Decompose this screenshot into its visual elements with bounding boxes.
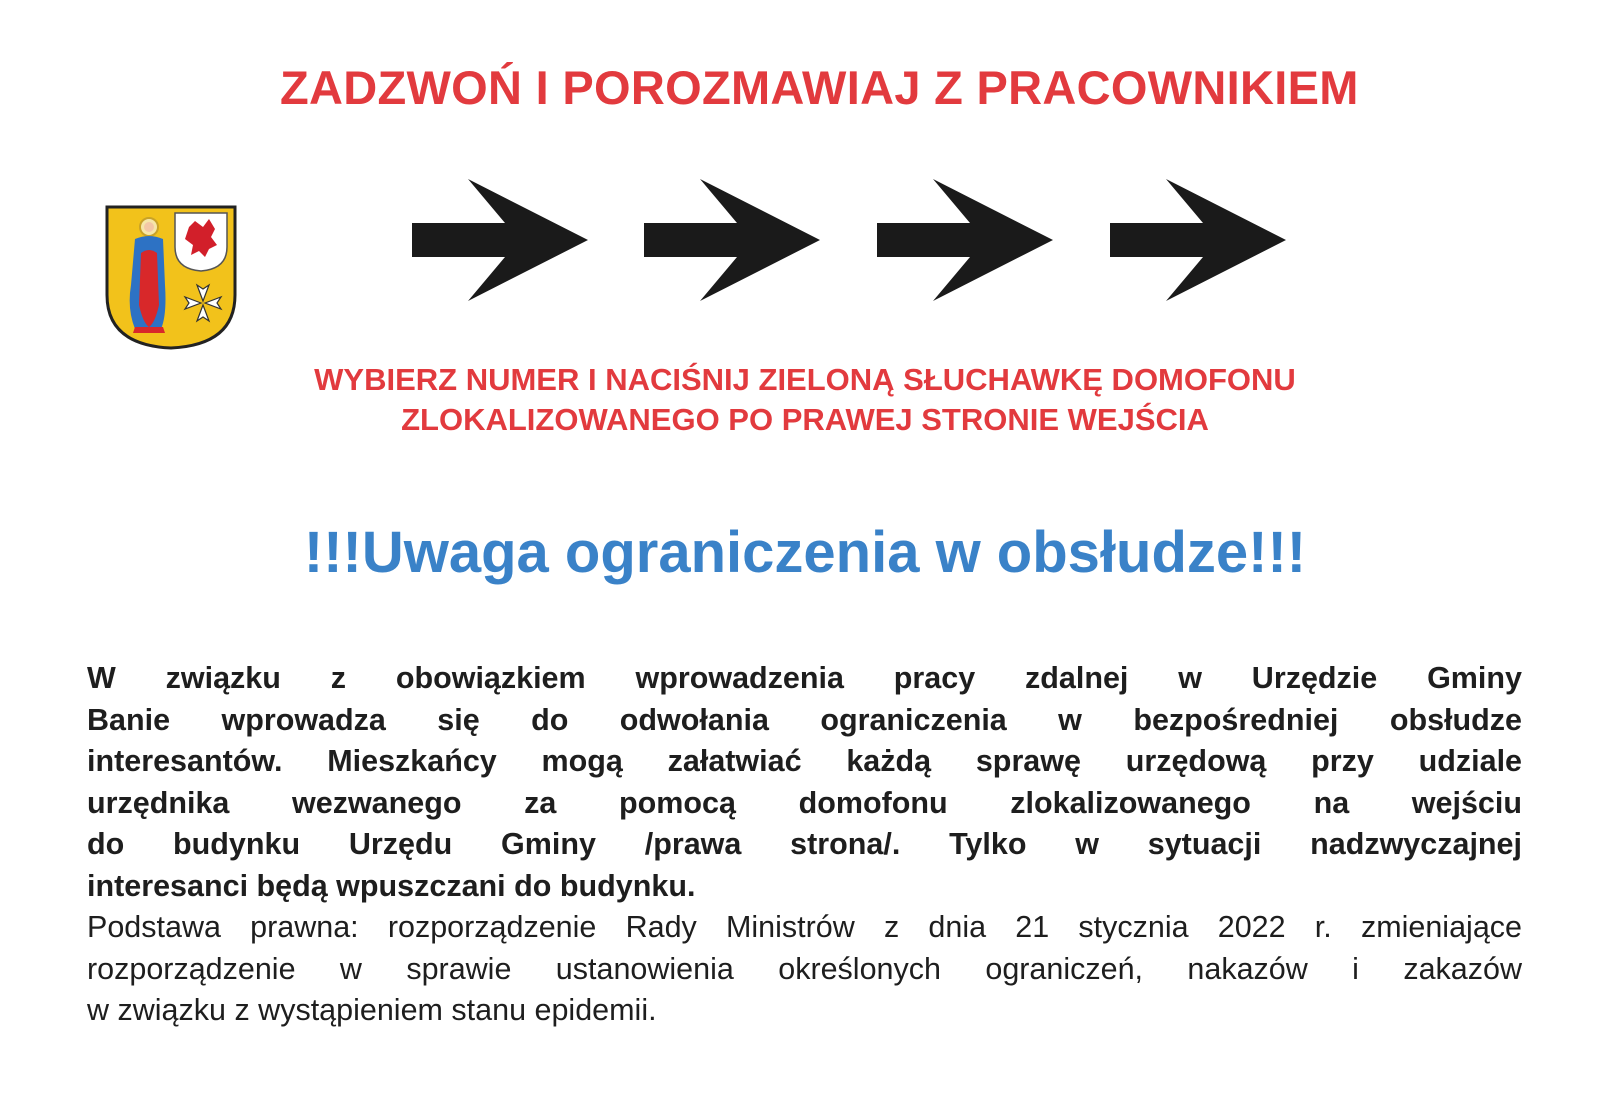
notice-title: ZADZWOŃ I POROZMAWIAJ Z PRACOWNIKIEM <box>280 61 1359 114</box>
body-line: Banie wprowadza się do odwołania ograniczenia w bezpośredniej obsłudze <box>87 702 1522 737</box>
notice-body <box>87 658 1522 1032</box>
arrow-right-icon <box>875 175 1055 305</box>
legal-basis-line: rozporządzenie w sprawie ustanowienia określonych ograniczeń, nakazów i zakazów <box>87 951 1522 986</box>
coat-of-arms-icon <box>105 205 237 350</box>
arrow-right-icon <box>410 175 590 305</box>
arrow-right-icon <box>642 175 822 305</box>
intercom-instruction <box>0 360 1600 440</box>
arrow-right-icon <box>1108 175 1288 305</box>
body-line: urzędnika wezwanego za pomocą domofonu zlokalizowanego na wejściu <box>87 785 1522 820</box>
body-line: interesanci będą wpuszczani do budynku. <box>87 868 696 903</box>
legal-basis-line: Podstawa prawna: rozporządzenie Rady Ministrów z dnia 21 stycznia 2022 r. zmieniające <box>87 910 1522 944</box>
body-line: W związku z obowiązkiem wprowadzenia pracy zdalnej w Urzędzie Gminy <box>87 661 1522 695</box>
instruction-line: ZLOKALIZOWANEGO PO PRAWEJ STRONIE WEJŚCIA <box>401 402 1209 437</box>
instruction-line: WYBIERZ NUMER I NACIŚNIJ ZIELONĄ SŁUCHAWKĘ DOMOFONU <box>314 362 1296 397</box>
legal-basis-line: w związku z wystąpieniem stanu epidemii. <box>87 993 657 1027</box>
body-line: interesantów. Mieszkańcy mogą załatwiać każdą sprawę urzędową przy udziale <box>87 744 1522 778</box>
body-line: do budynku Urzędu Gminy /prawa strona/. Tylko w sytuacji nadzwyczajnej <box>87 827 1522 861</box>
warning-headline: !!!Uwaga ograniczenia w obsłudze!!! <box>303 520 1307 585</box>
